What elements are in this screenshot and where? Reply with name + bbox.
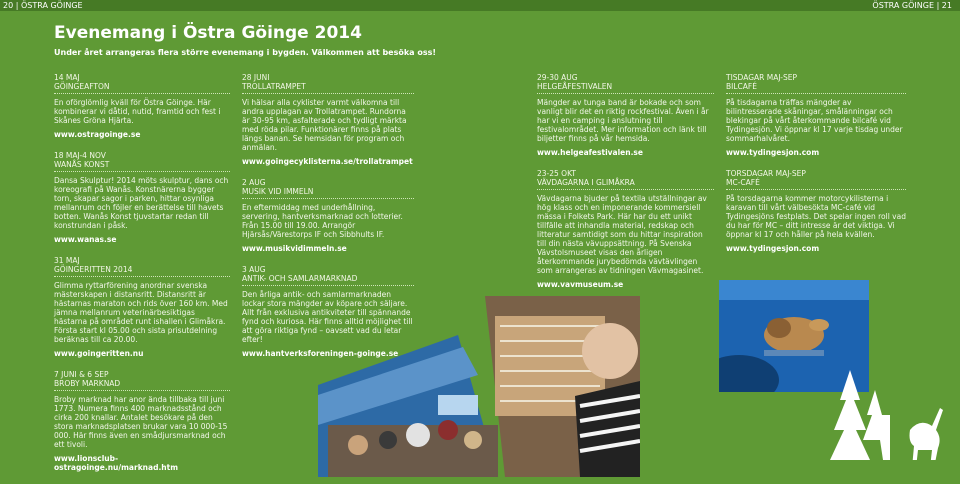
event-link[interactable]: www.lionsclub-ostragoinge.nu/marknad.htm xyxy=(54,454,179,472)
event-name: ANTIK- OCH SAMLARMARKNAD xyxy=(242,274,414,286)
event-name: HELGEÅFESTIVALEN xyxy=(537,82,714,94)
event-date: TISDAGAR MAJ-SEP xyxy=(726,73,798,82)
event-date: 3 AUG xyxy=(242,265,266,274)
column-4 xyxy=(726,73,906,265)
event-description: Dansa Skulptur! 2014 möts skulptur, dans och koreografi på Wanås. Konstnärerna bygger torn, skapar sagor i parken, hittar osynliga mellanrum och föjler en berättelse till havets botten. Wanås Konst tjuvstartar redan till konstrundan i påsk. xyxy=(54,176,229,230)
event-wanas-konst xyxy=(54,151,230,244)
column-3 xyxy=(537,73,714,301)
event-date: 2 AUG xyxy=(242,178,266,187)
event-description: På tisdagarna träffas mängder av bilintresserade skåningar, smålänningar och blekingar på vårt återkommande bilcafé vid Tydingesjön. Vi öppnar kl 17 varje tisdag under sommarhalvåret. xyxy=(726,98,903,143)
event-name: VÄVDAGARNA I GLIMÅKRA xyxy=(537,178,714,190)
page-number-right: ÖSTRA GÖINGE | 21 xyxy=(872,1,952,10)
page-number-left: 20 | ÖSTRA GÖINGE xyxy=(3,1,83,10)
event-name: GÖINGERITTEN 2014 xyxy=(54,265,230,277)
event-date: 28 JUNI xyxy=(242,73,270,82)
event-description: En oförglömlig kväll för Östra Göinge. Här kombinerar vi dåtid, nutid, framtid och fest i Skånes Gröna Hjärta. xyxy=(54,98,221,125)
event-link[interactable]: www.tydingesjon.com xyxy=(726,244,820,253)
event-name: MUSIK VID IMMELN xyxy=(242,187,414,199)
page-subtitle: Under året arrangeras flera större evenemang i bygden. Välkommen att besöka oss! xyxy=(54,48,437,57)
event-helgeafestivalen xyxy=(537,73,714,157)
event-mc-cafe xyxy=(726,169,906,253)
event-bilcafe xyxy=(726,73,906,157)
event-vavdagarna xyxy=(537,169,714,289)
event-goingeafton xyxy=(54,73,230,139)
loom-photo xyxy=(485,296,640,477)
event-description: På torsdagarna kommer motorcykilisterna i karavan till vårt välbesökta MC-café vid Tydingesjöns festplats. Det spelar ingen roll vad du har för MC – ditt intresse är det viktiga. Vi öppnar kl 17 och håller på hela kvällen. xyxy=(726,194,906,239)
event-date: 7 JUNI & 6 SEP xyxy=(54,370,109,379)
event-description: Mängder av tunga band är bokade och som vanligt blir det en riktig rockfestival. Även i år har vi en camping i anslutning till festivalområdet. Mer information och länk till biljetter finns på vår hemsida. xyxy=(537,98,709,143)
event-description: En eftermiddag med underhållning, servering, hantverksmarknad och lotterier. Från 15.00 till 19.00. Arrangör Hjärsås/Värestorps IF och Sibbhults IF. xyxy=(242,203,403,239)
market-photo xyxy=(318,335,498,477)
event-date: 23-25 OKT xyxy=(537,169,576,178)
event-date: 14 MAJ xyxy=(54,73,80,82)
event-name: TROLLATRAMPET xyxy=(242,82,414,94)
event-broby-marknad xyxy=(54,370,230,472)
event-name: BILCAFÉ xyxy=(726,82,906,94)
event-goingeritten xyxy=(54,256,230,358)
event-description: Vi hälsar alla cyklister varmt välkomna till andra upplagan av Trollatrampet. Rundorna är 30-95 km, asfalterade och tydligt märkta med röda pilar. Funktionärer finns på plats längs banan. Se hemsidan för program och anmälan. xyxy=(242,98,407,152)
column-2 xyxy=(242,73,414,370)
event-description: Vävdagarna bjuder på textila utställningar av hög klass och en imponerande kommersiell mässa i Folkets Park. Här har du ett unikt tillfälle att inhandla material, redskap och litteratur samtidigt som du hittar inspiration till din nästa vävuppsättning. På Svenska Vävstolsmuseet visas den årligen återkommande jurybedömda vävtävlingen som arrangeras av tidningen Vävmagasinet. xyxy=(537,194,707,275)
event-link[interactable]: www.tydingesjon.com xyxy=(726,148,820,157)
event-date: 18 MAJ-4 NOV xyxy=(54,151,106,160)
event-link[interactable]: www.ostragoinge.se xyxy=(54,130,141,139)
event-link[interactable]: www.helgeafestivalen.se xyxy=(537,148,643,157)
event-description: Broby marknad har anor ända tillbaka till juni 1773. Numera finns 400 marknadsstånd och cirka 200 knallar. Antalet besökare på den stora marknadsplatsen brukar vara 10 000-15 000. Här finns även en smådjursmarknad och ett tivoli. xyxy=(54,395,228,449)
event-description: Glimma ryttarförening anordnar svenska mästerskapen i distansritt. Distansritt är hästarnas maraton och rids över 160 km. Med jämna mellanrum veterinärbesiktigas hästarna på området runt ishallen i Glimåkra. Första start kl 05.00 och sista prisutdelning beräknas till ca 20.00. xyxy=(54,281,228,344)
event-name: WANÅS KONST xyxy=(54,160,230,172)
event-date: 29-30 AUG xyxy=(537,73,578,82)
event-trollatrampet xyxy=(242,73,414,166)
event-date: 31 MAJ xyxy=(54,256,80,265)
event-date: TORSDAGAR MAJ-SEP xyxy=(726,169,806,178)
page-title: Evenemang i Östra Göinge 2014 xyxy=(54,23,362,43)
event-link[interactable]: www.goingeritten.nu xyxy=(54,349,144,358)
event-link[interactable]: www.goingecyklisterna.se/trollatrampet xyxy=(242,157,413,166)
event-name: GÖINGEAFTON xyxy=(54,82,230,94)
nature-silhouette-icon xyxy=(820,360,960,477)
event-link[interactable]: www.vavmuseum.se xyxy=(537,280,624,289)
column-1 xyxy=(54,73,230,484)
event-link[interactable]: www.wanas.se xyxy=(54,235,117,244)
event-link[interactable]: www.hantverksforeningen-goinge.se xyxy=(242,349,399,358)
event-link[interactable]: www.musikvidimmeln.se xyxy=(242,244,347,253)
event-musik-vid-immeln xyxy=(242,178,414,253)
event-name: BROBY MARKNAD xyxy=(54,379,230,391)
event-description: Den årliga antik- och samlarmarknaden lockar stora mängder av köpare och säljare. Allt från exklusiva antikviteter till spännande fynd och kuriosa. Här finns alltid möjlighet till att göra riktiga fynd – oavsett vad du letar efter! xyxy=(242,290,413,344)
page-header-bar xyxy=(0,0,960,11)
event-name: MC-CAFÉ xyxy=(726,178,906,190)
